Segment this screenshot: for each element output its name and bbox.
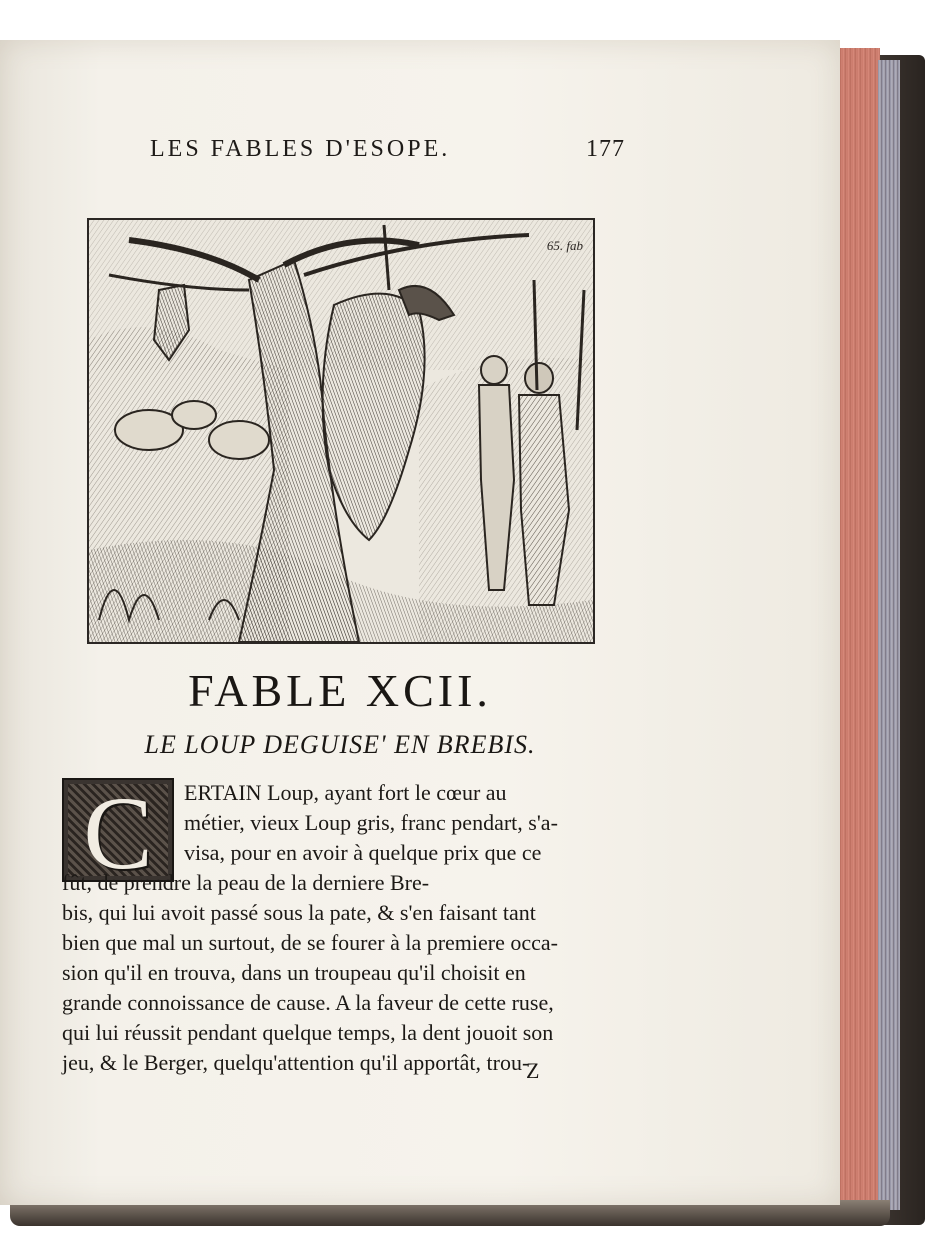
plate-label: 65. fab <box>546 238 583 253</box>
text-line: sion qu'il en trouva, dans un troupeau qu'il choisit en <box>62 960 526 985</box>
signature-mark: Z <box>526 1058 540 1083</box>
text-line: fût, de prendre la peau de la derniere Bre- <box>62 870 430 895</box>
text-line: bis, qui lui avoit passé sous la pate, & s'en faisant tant <box>62 900 536 925</box>
text-line: grande connoissance de cause. A la faveur de cette ruse, <box>62 990 554 1015</box>
decorated-initial <box>62 778 174 882</box>
fable-title: FABLE XCII. <box>188 665 492 716</box>
text-line: ERTAIN Loup, ayant fort le cœur au <box>184 780 507 805</box>
fable-subtitle: LE LOUP DEGUISE' EN BREBIS. <box>144 730 536 759</box>
initial-letter: C <box>83 778 153 882</box>
text-line: visa, pour en avoir à quelque prix que ce <box>184 840 542 865</box>
text-line: qui lui réussit pendant quelque temps, la dent jouoit son <box>62 1020 554 1045</box>
text-line: métier, vieux Loup gris, franc pendart, s'a- <box>184 810 558 835</box>
text-line: jeu, & le Berger, quelqu'attention qu'il apportât, trou- <box>62 1050 530 1075</box>
engraving-drawing <box>89 220 593 642</box>
engraving-illustration <box>87 218 595 644</box>
page-number: 177 <box>586 136 625 162</box>
running-head <box>150 136 630 172</box>
page-edges-marbled <box>878 60 900 1210</box>
text-line: bien que mal un surtout, de se fourer à la premiere occa- <box>62 930 559 955</box>
running-title: LES FABLES D'ESOPE. <box>150 136 451 162</box>
